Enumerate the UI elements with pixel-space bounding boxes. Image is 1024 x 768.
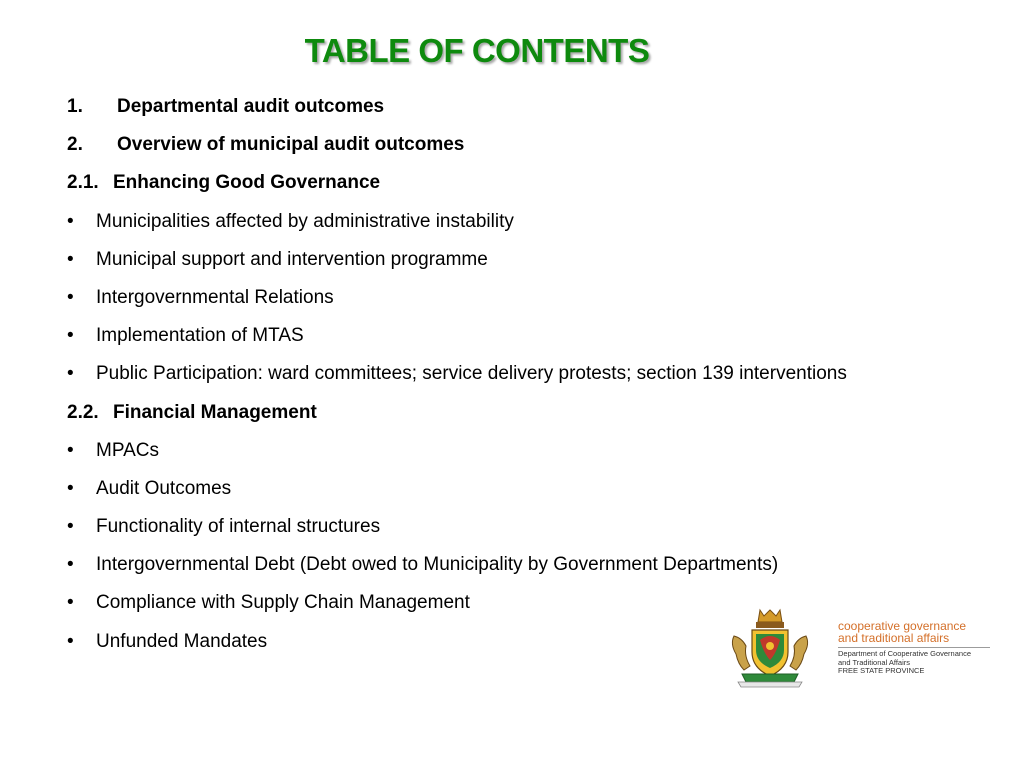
toc-bullet-text: Public Participation: ward committees; service delivery protests; section 139 interventions: [96, 363, 847, 385]
toc-bullet-text: Unfunded Mandates: [96, 630, 268, 652]
toc-bullet-text: Compliance with Supply Chain Management: [96, 592, 470, 614]
toc-bullet-item: [67, 438, 967, 476]
bullet-icon: •: [67, 248, 74, 270]
bullet-icon: •: [67, 477, 74, 499]
department-logo: [728, 606, 990, 692]
toc-section-number: 2.2.: [67, 401, 99, 423]
toc-section: [67, 170, 967, 208]
table-of-contents: [67, 94, 967, 667]
logo-divider: [838, 647, 990, 648]
logo-dept-2: and Traditional Affairs: [838, 657, 910, 667]
logo-dept-1: Department of Cooperative Governance: [838, 649, 971, 658]
bullet-icon: •: [67, 630, 74, 652]
toc-bullet-text: Functionality of internal structures: [96, 516, 381, 538]
toc-item-number: 2.: [67, 134, 83, 156]
toc-item-text: Overview of municipal audit outcomes: [117, 134, 465, 156]
toc-section-text: Enhancing Good Governance: [113, 172, 381, 194]
bullet-icon: •: [67, 516, 74, 538]
toc-bullet-item: [67, 514, 967, 552]
toc-item-number: 1.: [67, 96, 83, 117]
bullet-icon: •: [67, 554, 74, 576]
toc-section-number: 2.1.: [67, 172, 99, 194]
logo-text-block: [838, 620, 990, 676]
logo-dept-3: FREE STATE PROVINCE: [838, 666, 925, 675]
bullet-icon: •: [67, 439, 74, 461]
page-title: [0, 32, 1024, 70]
toc-bullet-item: [67, 247, 967, 285]
toc-section-text: Financial Management: [113, 401, 317, 423]
toc-bullet-text: Audit Outcomes: [96, 477, 232, 499]
toc-bullet-text: Municipal support and intervention programme: [96, 248, 488, 270]
toc-bullet-item: [67, 476, 967, 514]
bullet-icon: •: [67, 592, 74, 614]
toc-bullet-text: Municipalities affected by administrative instability: [96, 210, 514, 232]
page-title-text: TABLE OF CONTENTS: [304, 32, 650, 69]
toc-bullet-text: Implementation of MTAS: [96, 325, 304, 347]
toc-bullet-item: [67, 209, 967, 247]
toc-item: [67, 132, 967, 170]
toc-section: [67, 400, 967, 438]
bullet-icon: •: [67, 363, 74, 385]
free-state-coat-of-arms-icon: [728, 606, 812, 690]
toc-bullet-item: [67, 285, 967, 323]
toc-item-text: Departmental audit outcomes: [117, 96, 385, 117]
bullet-icon: •: [67, 325, 74, 347]
toc-bullet-text: Intergovernmental Debt (Debt owed to Municipality by Government Departments): [96, 554, 779, 576]
toc-bullet-text: Intergovernmental Relations: [96, 286, 334, 308]
toc-bullet-item: [67, 361, 967, 399]
logo-line-1: cooperative governance: [838, 619, 967, 633]
toc-bullet-text: MPACs: [96, 439, 159, 461]
bullet-icon: •: [67, 286, 74, 308]
toc-item: [67, 94, 967, 132]
logo-line-2: and traditional affairs: [838, 631, 950, 645]
bullet-icon: •: [67, 210, 74, 232]
toc-bullet-item: [67, 552, 967, 590]
toc-bullet-item: [67, 323, 967, 361]
